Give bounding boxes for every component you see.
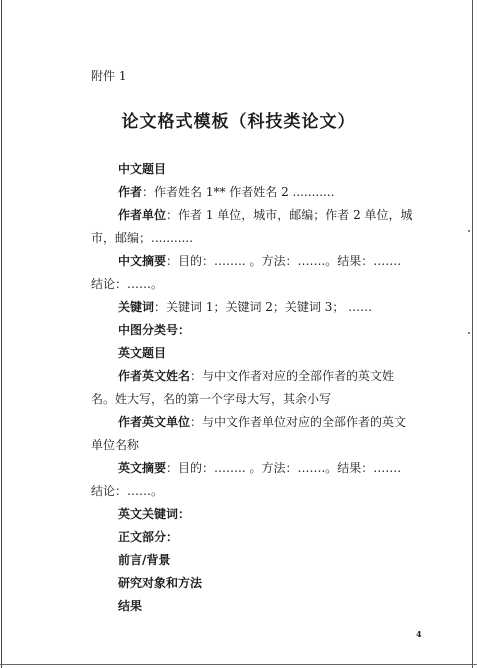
en-author-unit-line-1 (118, 414, 406, 430)
en-keywords-label: 英文关键词： (118, 507, 191, 521)
en-abstract-label: 英文摘要 (118, 461, 167, 475)
author-unit-line-2: 市，邮编；........... (91, 231, 193, 245)
author-unit-label: 作者单位 (118, 208, 167, 222)
en-title-label: 英文题目 (118, 346, 167, 360)
cn-abstract-text-1: ：目的：…….. 。方法：…….。结果：……. (166, 254, 402, 268)
cn-keywords-text: ：关键词 1；关键词 2；关键词 3； …… (154, 300, 373, 314)
en-author-unit-line-2: 单位名称 (91, 438, 140, 452)
en-author-unit-text-1: ：与中文作者单位对应的全部作者的英文 (190, 415, 407, 429)
clc-label: 中图分类号： (118, 323, 191, 337)
attachment-label: 附件 1 (91, 69, 127, 83)
author-unit-text-1: ：作者 1 单位，城市，邮编；作者 2 单位，城 (166, 208, 413, 222)
en-author-names-line-1 (118, 368, 394, 384)
page-border-left (1, 0, 2, 668)
en-author-names-label: 作者英文姓名 (118, 369, 191, 383)
authors-label: 作者 (118, 185, 143, 199)
authors-text: ：作者姓名 1** 作者姓名 2 ........... (142, 185, 335, 199)
intro-heading: 前言/背景 (118, 553, 171, 567)
en-abstract-line-1 (118, 460, 401, 476)
body-section-label: 正文部分： (118, 530, 179, 544)
authors-line (118, 184, 335, 200)
page-number: 4 (416, 629, 422, 639)
en-author-names-text-1: ：与中文作者对应的全部作者的英文姓 (190, 369, 395, 383)
cn-keywords-line (118, 299, 372, 315)
en-abstract-text-1: ：目的：…….. 。方法：…….。结果：……. (166, 461, 402, 475)
cn-abstract-label: 中文摘要 (118, 254, 167, 268)
methods-heading: 研究对象和方法 (118, 576, 203, 590)
page-border-right (472, 0, 473, 668)
en-author-unit-label: 作者英文单位 (118, 415, 191, 429)
scan-speck (468, 332, 470, 334)
document-title: 论文格式模板（科技类论文） (121, 112, 356, 132)
en-abstract-line-2: 结论：……。 (91, 484, 164, 498)
cn-abstract-line-2: 结论：……。 (91, 277, 164, 291)
en-author-names-line-2: 名。姓大写，名的第一个字母大写，其余小写 (91, 392, 332, 406)
scan-speck (468, 230, 470, 232)
page-border-bottom (0, 664, 477, 665)
author-unit-line-1 (118, 207, 413, 223)
cn-abstract-line-1 (118, 253, 401, 269)
cn-keywords-label: 关键词 (118, 300, 155, 314)
results-heading: 结果 (118, 599, 143, 613)
cn-title-label: 中文题目 (118, 162, 167, 176)
